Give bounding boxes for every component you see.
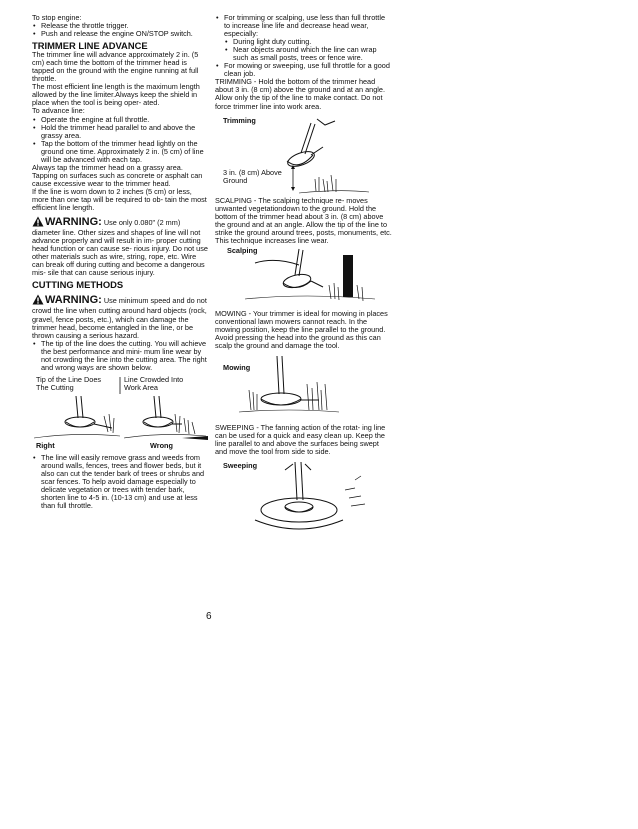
warning-text: Use only 0.080" (2 mm) diameter line. Other sizes and shapes of line will not advance properly and will result in im- proper cutting head function or can cause se- rious injury. Do not use other materials such as wire, string, rope, etc. Wire can break off during cutting and become a dangerous mis- sile that can cause serious injury. [32,218,208,278]
mowing-paragraph: MOWING - Your trimmer is ideal for mowing in places conventional lawn mowers cannot reach. In the mowing position, keep the line parallel to the ground. Avoid pressing the head into the ground as this can scalp the ground and damage the tool. [215,308,388,351]
scalping-figure [215,245,393,305]
mowing-figure [215,354,393,424]
scalping-paragraph: SCALPING - The scalping technique re- moves unwanted vegetationdown to the ground. Hold the bottom of the trimmer head about 3 in. (8 cm) above the ground and at an angle. Allow the tip of the line to strike the ground around trees, posts, monuments, etc. This technique increases line wear. [215,195,392,245]
advance-item: • Tap the bottom of the trimmer head lightly on the ground one time. Approximately 2 in. (5 cm) of line will be advanced with each tap. [32,140,208,164]
stop-engine-heading: To stop engine: [32,13,82,22]
tip-item: • The tip of the line does the cutting. You will achieve the best performance and mini- mum line wear by not crowding the line into the cutting area. The right and wrong ways are shown below. [32,340,208,372]
figure-label-wrong: Wrong [150,440,173,450]
trimmer-line-advance-heading: TRIMMER LINE ADVANCE [32,40,148,52]
left-column [32,14,208,510]
figure-label-right: Right [36,440,55,450]
trimming-label: Trimming [223,115,256,125]
mowing-label: Mowing [223,363,251,373]
advance-paragraph: If the line is worn down to 2 inches (5 cm) or less, more than one tap will be required to ob- tain the most efficient line length. [32,186,207,213]
stop-engine-list [32,22,208,38]
scalping-label: Scalping [227,245,258,255]
stop-item: • Release the throttle trigger. [32,22,208,30]
trimming-paragraph: TRIMMING - Hold the bottom of the trimmer head about 3 in. (8 cm) above the ground and at an angle. Allow only the tip of the line to make contact. Do not force trimmer line into work area. [215,77,385,111]
above-ground-label: 3 in. (8 cm) Above Ground [223,167,282,185]
sweeping-figure [215,460,393,542]
remove-item: • The line will easily remove grass and weeds from around walls, fences, trees and flower beds, but it also can cut the tender bark of trees or shrubs and scar fences. To help avoid damage especially to delicate vegetation or trees with tender bark, shorten line to 4-5 in. (10-13 cm) and use at less than full throttle. [32,454,208,510]
warning-block [32,294,208,339]
right-wrong-illustration [32,376,208,450]
tip-list [32,340,208,372]
advance-item: • Hold the trimmer head parallel to and above the grassy area. [32,124,208,140]
mowing-illustration [215,354,393,424]
advance-paragraph: The trimmer line will advance approximately 2 in. (5 cm) each time the bottom of the trimmer head is tapped on the ground with the engine running at full throttle. [32,50,199,84]
throttle-sub-item: • Near objects around which the line can wrap such as small posts, trees or fence wire. [224,46,393,62]
sweeping-label: Sweeping [223,461,258,471]
figure-label-crowded: Line Crowded Into Work Area [124,374,184,392]
stop-item: • Push and release the engine ON/STOP switch. [32,30,208,38]
right-wrong-figure [32,376,208,450]
throttle-item: • For trimming or scalping, use less than full throttle to increase line life and decrease head wear, especially: [215,14,393,38]
advance-item: • Operate the engine at full throttle. [32,116,208,124]
advance-list [32,116,208,164]
throttle-list [215,14,393,38]
warning-block [32,216,208,277]
sweeping-illustration [215,460,393,542]
advance-paragraph: Always tap the trimmer head on a grassy area. Tapping on surfaces such as concrete or asphalt can cause excessive wear to the trimmer head. [32,162,203,188]
mowing-throttle-list [215,62,393,78]
warning-text: Use minimum speed and do not crowd the line when cutting around hard objects (rock, gravel, fence posts, etc.), which can damage the trimmer head, become entangled in the line, or be thrown causing a serious hazard. [32,296,207,340]
advance-paragraph: To advance line: [32,106,85,116]
page-number: 6 [206,611,212,622]
sweeping-paragraph: SWEEPING - The fanning action of the rotat- ing line can be used for a quick and easy clean up. Keep the line parallel to and above the surfaces being swept and move the tool from side to side. [215,423,386,457]
throttle-sub-item: • During light duty cutting. [224,38,393,46]
scalping-illustration [215,245,393,305]
right-column [215,14,393,542]
trimming-figure [215,117,393,197]
throttle-sub-list [215,38,393,62]
warning-title: WARNING: [45,216,102,229]
cutting-methods-heading: CUTTING METHODS [32,279,124,291]
trimming-illustration [215,117,393,197]
figure-label-tip: Tip of the Line Does The Cutting [36,374,102,392]
remove-list [32,454,208,510]
advance-paragraph: The most efficient line length is the maximum length allowed by the line limiter.Always keep the shield in place when the tool is being oper- ated. [32,82,200,108]
warning-title: WARNING: [45,294,102,307]
mowing-throttle-item: • For mowing or sweeping, use full throttle for a good clean job. [215,62,393,78]
